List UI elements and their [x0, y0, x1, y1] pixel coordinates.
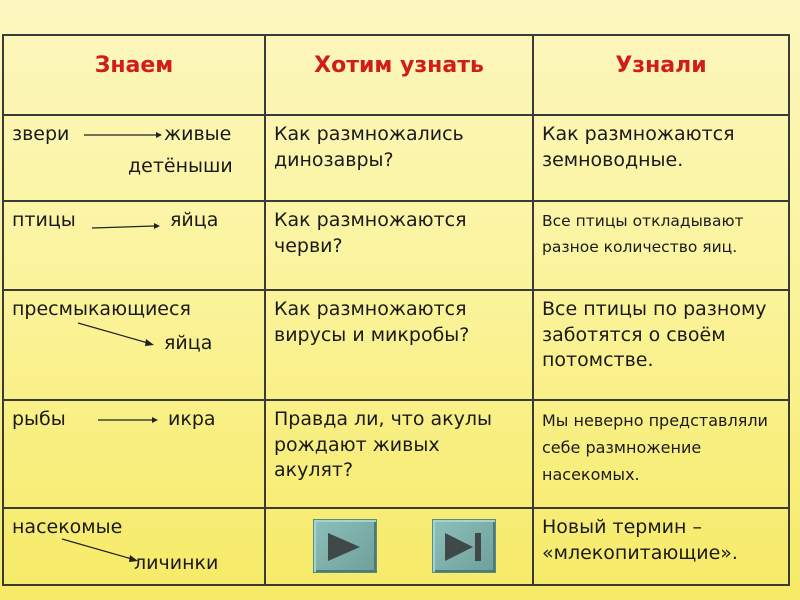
next-slide-button[interactable] — [313, 519, 377, 573]
arrow-icon — [82, 130, 162, 140]
table-row — [3, 115, 789, 201]
want-cell: Как размножаются вирусы и микробы? — [265, 290, 533, 400]
want-cell: Как размножались динозавры? — [265, 115, 533, 201]
play-icon — [314, 520, 376, 572]
know-cell — [3, 290, 265, 400]
know-cell — [3, 400, 265, 508]
kwl-table — [2, 34, 790, 586]
want-cell: Правда ли, что акулы рождают живых акулят? — [265, 400, 533, 508]
know-left: птицы — [12, 209, 76, 231]
know-second: детёныши — [128, 155, 233, 177]
know-cell — [3, 115, 265, 201]
learned-cell: Все птицы откладывают разное количество яиц. — [533, 201, 789, 290]
table-row — [3, 508, 789, 585]
learned-cell: Все птицы по разному заботятся о своём потомстве. — [533, 290, 789, 400]
know-left: пресмыкающиеся — [12, 298, 191, 320]
table-row — [3, 400, 789, 508]
know-right: яйца — [170, 209, 219, 231]
want-cell: Как размножаются черви? — [265, 201, 533, 290]
know-left: насекомые — [12, 516, 123, 538]
header-know: Знаем — [3, 35, 265, 115]
table-row — [3, 201, 789, 290]
skip-to-end-icon — [433, 520, 495, 572]
arrow-icon — [96, 415, 158, 425]
learned-cell: Как размножаются земноводные. — [533, 115, 789, 201]
learned-cell: Новый термин – «млекопитающие». — [533, 508, 789, 585]
header-want: Хотим узнать — [265, 35, 533, 115]
know-right: живые — [164, 123, 232, 145]
arrow-icon — [76, 321, 156, 351]
know-second: личинки — [134, 552, 219, 574]
know-cell — [3, 201, 265, 290]
arrow-icon — [90, 222, 160, 232]
know-right: икра — [168, 408, 216, 430]
know-left: рыбы — [12, 408, 66, 430]
arrow-icon — [60, 537, 140, 567]
know-left: звери — [12, 123, 70, 145]
last-slide-button[interactable] — [432, 519, 496, 573]
learned-cell: Мы неверно представляли себе размножение насекомых. — [533, 400, 789, 508]
know-second: яйца — [164, 332, 213, 354]
header-learned: Узнали — [533, 35, 789, 115]
know-cell — [3, 508, 265, 585]
table-row — [3, 290, 789, 400]
header-row — [3, 35, 789, 115]
